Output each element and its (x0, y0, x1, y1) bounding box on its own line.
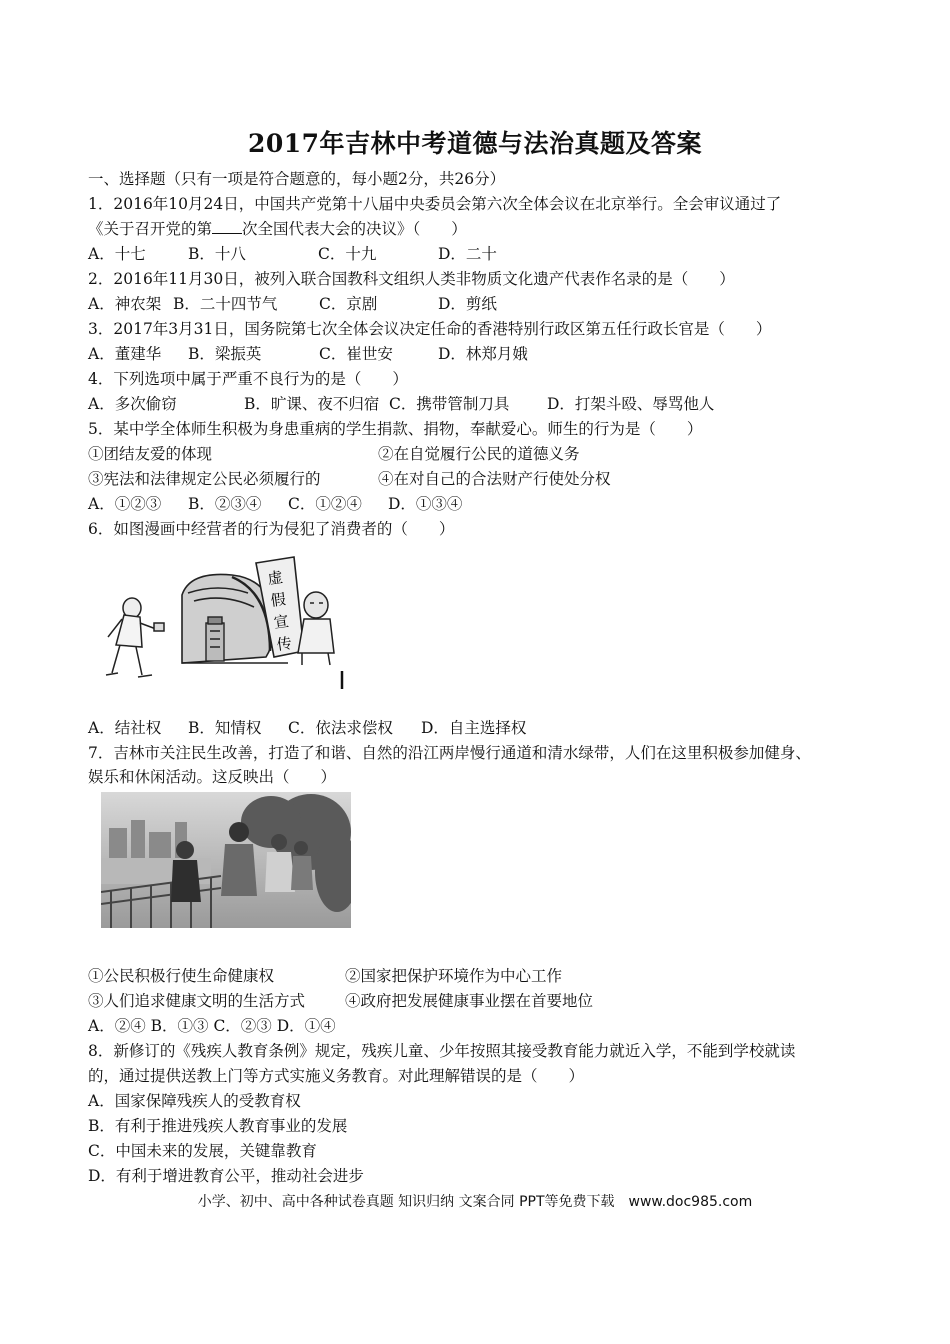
q6-option-b: B．知情权 (188, 719, 262, 737)
q5-statement-4: ④在对自己的合法财产行使处分权 (378, 470, 611, 488)
q1-option-d: D．二十 (438, 245, 497, 263)
riverside-fitness-photo (101, 792, 351, 928)
sign-char-3: 宣 (272, 612, 290, 633)
q3-option-b: B．梁振英 (188, 345, 262, 363)
q5-statement-2: ②在自觉履行公民的道德义务 (378, 445, 580, 463)
q7-statement-4: ④政府把发展健康事业摆在首要地位 (345, 992, 594, 1010)
q3-option-d: D．林郑月娥 (438, 345, 528, 363)
q3-options (88, 343, 528, 365)
q8-option-d: D．有利于增进教育公平，推动社会进步 (88, 1167, 364, 1185)
q8-option-b: B．有利于推进残疾人教育事业的发展 (88, 1117, 348, 1135)
q7-statement-1: ①公民积极行使生命健康权 (88, 967, 275, 985)
q6-option-c: C．依法求偿权 (288, 719, 393, 737)
q5-statement-1: ①团结友爱的体现 (88, 445, 213, 463)
q7-stem-2: 娱乐和休闲活动。这反映出（ ） (88, 768, 337, 786)
q7-options: A．②④ B．①③ C．②③ D．①④ (88, 1017, 336, 1035)
q1-option-a: A．十七 (88, 245, 146, 263)
q5-statements-1 (88, 443, 580, 465)
q4-options (88, 393, 714, 415)
seller-figure (298, 592, 334, 665)
q6-options (88, 717, 526, 739)
q1-option-b: B．十八 (188, 245, 246, 263)
q5-option-b: B．②③④ (188, 495, 262, 513)
q5-option-d: D．①③④ (388, 495, 463, 513)
q4-stem: 4．下列选项中属于严重不良行为的是（ ） (88, 370, 408, 388)
product-bottle (206, 617, 224, 661)
section-heading: 一、选择题（只有一项是符合题意的，每小题2分，共26分） (88, 170, 506, 188)
page-footer: 小学、初中、高中各种试卷真题 知识归纳 文案合同 PPT等免费下载 www.doc985.com (197, 1194, 753, 1210)
q1-stem-2b: 次全国代表大会的决议》（ ） (242, 220, 467, 238)
q6-stem: 6．如图漫画中经营者的行为侵犯了消费者的（ ） (88, 520, 455, 538)
q4-option-d: D．打架斗殴、辱骂他人 (547, 395, 715, 413)
q2-options (88, 293, 497, 315)
page-title: 2017年吉林中考道德与法治真题及答案 (247, 129, 703, 158)
q5-stem: 5．某中学全体师生积极为身患重病的学生捐款、捐物，奉献爱心。师生的行为是（ ） (88, 420, 703, 438)
q5-statements-2 (88, 468, 611, 490)
q5-option-c: C．①②④ (288, 495, 362, 513)
q1-stem-2a: 《关于召开党的第 (88, 220, 213, 238)
q8-option-c: C．中国未来的发展，关键靠教育 (88, 1142, 317, 1160)
q1-blank (212, 219, 242, 234)
q1-option-c: C．十九 (318, 245, 377, 263)
q2-option-a: A．神农架 (88, 295, 162, 313)
q4-option-a: A．多次偷窃 (88, 395, 177, 413)
q5-options (88, 493, 462, 515)
q2-option-b: B．二十四节气 (173, 295, 278, 313)
q2-option-d: D．剪纸 (438, 295, 497, 313)
sign-char-2: 假 (269, 590, 287, 611)
q1-stem: 1．2016年10月24日，中国共产党第十八届中央委员会第六次全体会议在北京举行。全会审议通过了 (88, 195, 782, 213)
q8-option-a: A．国家保障残疾人的受教育权 (88, 1092, 301, 1110)
q8-stem-2: 的，通过提供送教上门等方式实施义务教育。对此理解错误的是（ ） (88, 1067, 585, 1085)
q2-stem: 2．2016年11月30日，被列入联合国教科文组织人类非物质文化遗产代表作名录的是（ ） (88, 270, 735, 288)
q7-statements-2 (88, 990, 593, 1012)
q3-option-c: C．崔世安 (319, 345, 393, 363)
q5-option-a: A．①②③ (88, 495, 162, 513)
q2-option-c: C．京剧 (319, 295, 378, 313)
q6-option-d: D．自主选择权 (421, 719, 527, 737)
q5-statement-3: ③宪法和法律规定公民必须履行的 (88, 470, 321, 488)
q1-options (88, 243, 497, 265)
q1-stem-2 (88, 218, 467, 240)
q7-statements-1 (88, 965, 562, 987)
consumer-figure (106, 598, 164, 677)
q7-statement-3: ③人们追求健康文明的生活方式 (88, 992, 306, 1010)
cartoon-false-advertising-image (98, 553, 350, 693)
q7-stem: 7．吉林市关注民生改善，打造了和谐、自然的沿江两岸慢行通道和清水绿带，人们在这里积极参加健身、 (88, 744, 811, 762)
sign-char-1: 虚 (266, 568, 284, 589)
q7-statement-2: ②国家把保护环境作为中心工作 (345, 967, 563, 985)
q3-option-a: A．董建华 (88, 345, 162, 363)
q4-option-c: C．携带管制刀具 (389, 395, 510, 413)
q3-stem: 3．2017年3月31日，国务院第七次全体会议决定任命的香港特别行政区第五任行政长官是（ ） (88, 320, 772, 338)
sign-char-4: 传 (275, 634, 293, 655)
q6-option-a: A．结社权 (88, 719, 162, 737)
q8-stem: 8．新修订的《残疾人教育条例》规定，残疾儿童、少年按照其接受教育能力就近入学，不能到学校就读 (88, 1042, 796, 1060)
q4-option-b: B．旷课、夜不归宿 (244, 395, 380, 413)
